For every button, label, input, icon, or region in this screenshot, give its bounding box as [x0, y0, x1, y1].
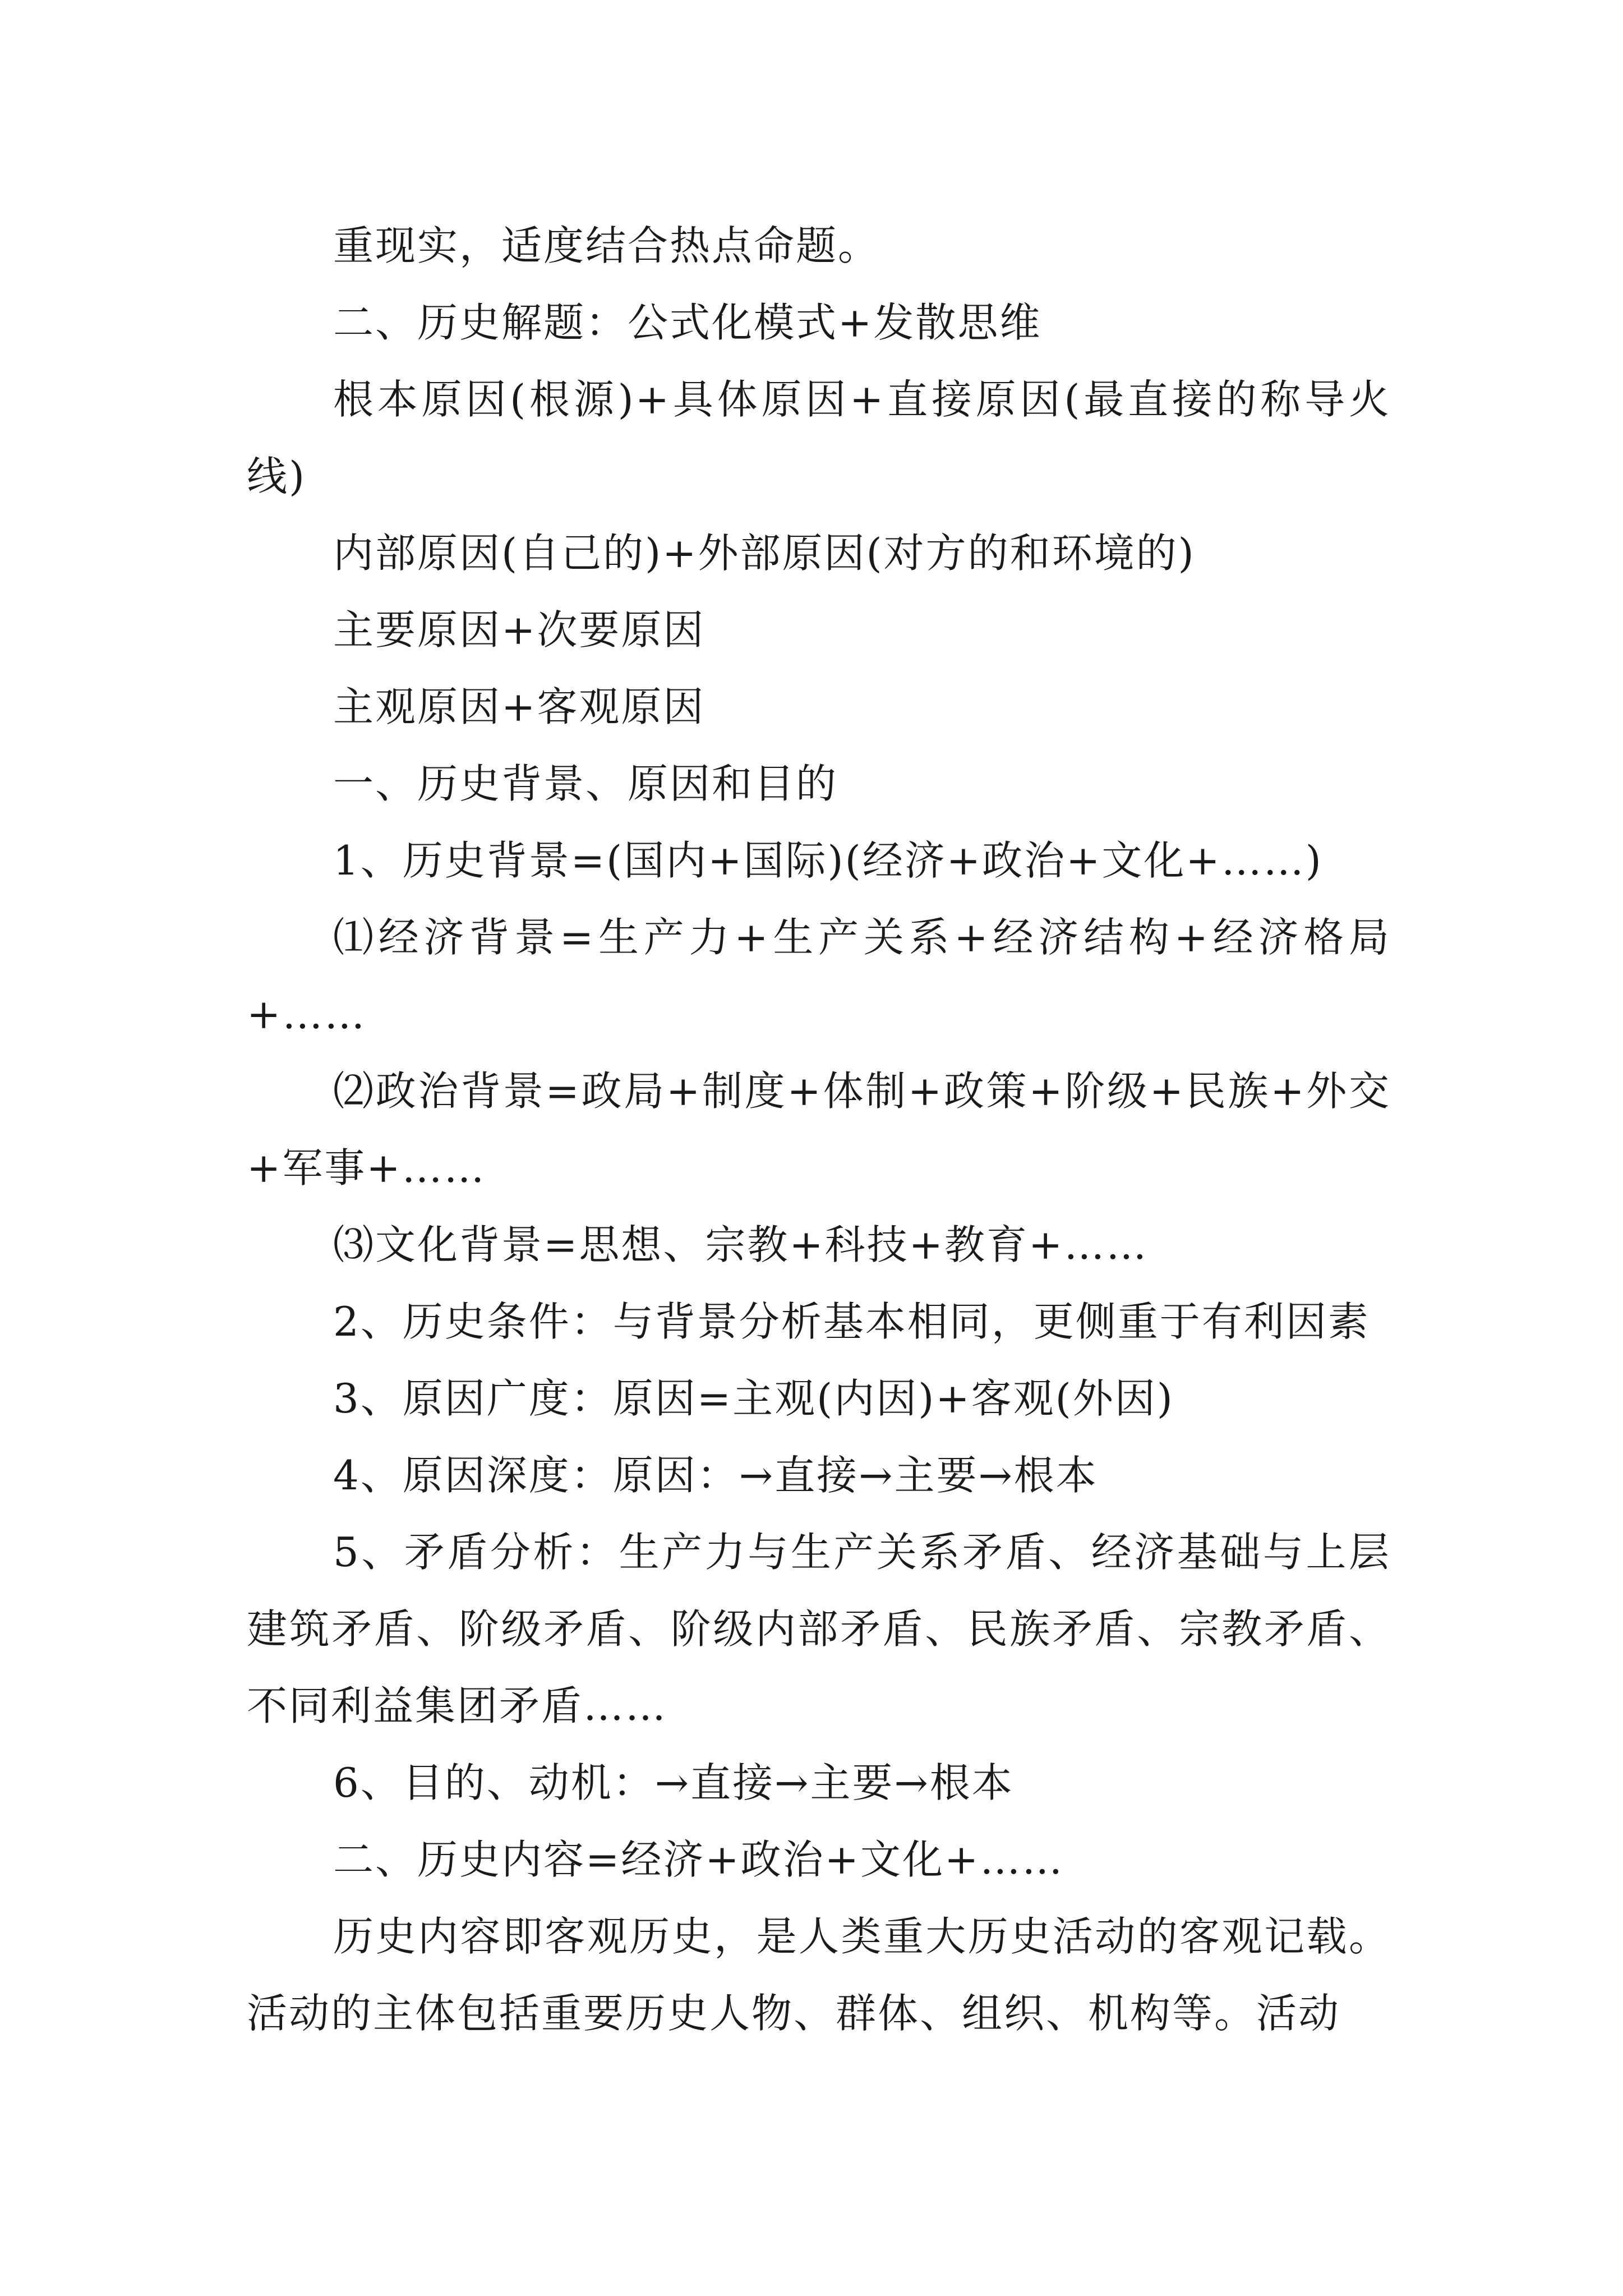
section-heading: 二、历史解题：公式化模式+发散思维: [333, 299, 1042, 346]
paragraph: 2、历史条件：与背景分析基本相同，更侧重于有利因素: [333, 1298, 1370, 1345]
paragraph: 重现实，适度结合热点命题。: [333, 222, 880, 269]
document-body: [247, 208, 1391, 2052]
paragraph: 6、目的、动机：→直接→主要→根本: [333, 1759, 1014, 1806]
paragraph: 内部原因(自己的)+外部原因(对方的和环境的): [333, 530, 1196, 577]
paragraph: ⑵政治背景=政局+制度+体制+政策+阶级+民族+外交+军事+……: [247, 1068, 1391, 1191]
section-heading: 二、历史内容=经济+政治+文化+……: [333, 1836, 1064, 1883]
paragraph: 历史内容即客观历史，是人类重大历史活动的客观记载。活动的主体包括重要历史人物、群体、组织、机构等。活动: [247, 1913, 1391, 2037]
paragraph: 1、历史背景=(国内+国际)(经济+政治+文化+……): [333, 837, 1323, 884]
paragraph: 主要原因+次要原因: [333, 606, 706, 654]
paragraph: 主观原因+客观原因: [333, 683, 706, 730]
paragraph: 根本原因(根源)+具体原因+直接原因(最直接的称导火线): [247, 376, 1391, 500]
paragraph: 5、矛盾分析：生产力与生产关系矛盾、经济基础与上层建筑矛盾、阶级矛盾、阶级内部矛盾、民族矛盾、宗教矛盾、不同利益集团矛盾……: [247, 1529, 1391, 1729]
section-heading: 一、历史背景、原因和目的: [333, 760, 838, 807]
paragraph: 3、原因广度：原因=主观(内因)+客观(外因): [333, 1375, 1174, 1422]
paragraph: ⑶文化背景=思想、宗教+科技+教育+……: [333, 1221, 1149, 1268]
paragraph: 4、原因深度：原因：→直接→主要→根本: [333, 1452, 1098, 1499]
paragraph: ⑴经济背景=生产力+生产关系+经济结构+经济格局+……: [247, 914, 1391, 1038]
